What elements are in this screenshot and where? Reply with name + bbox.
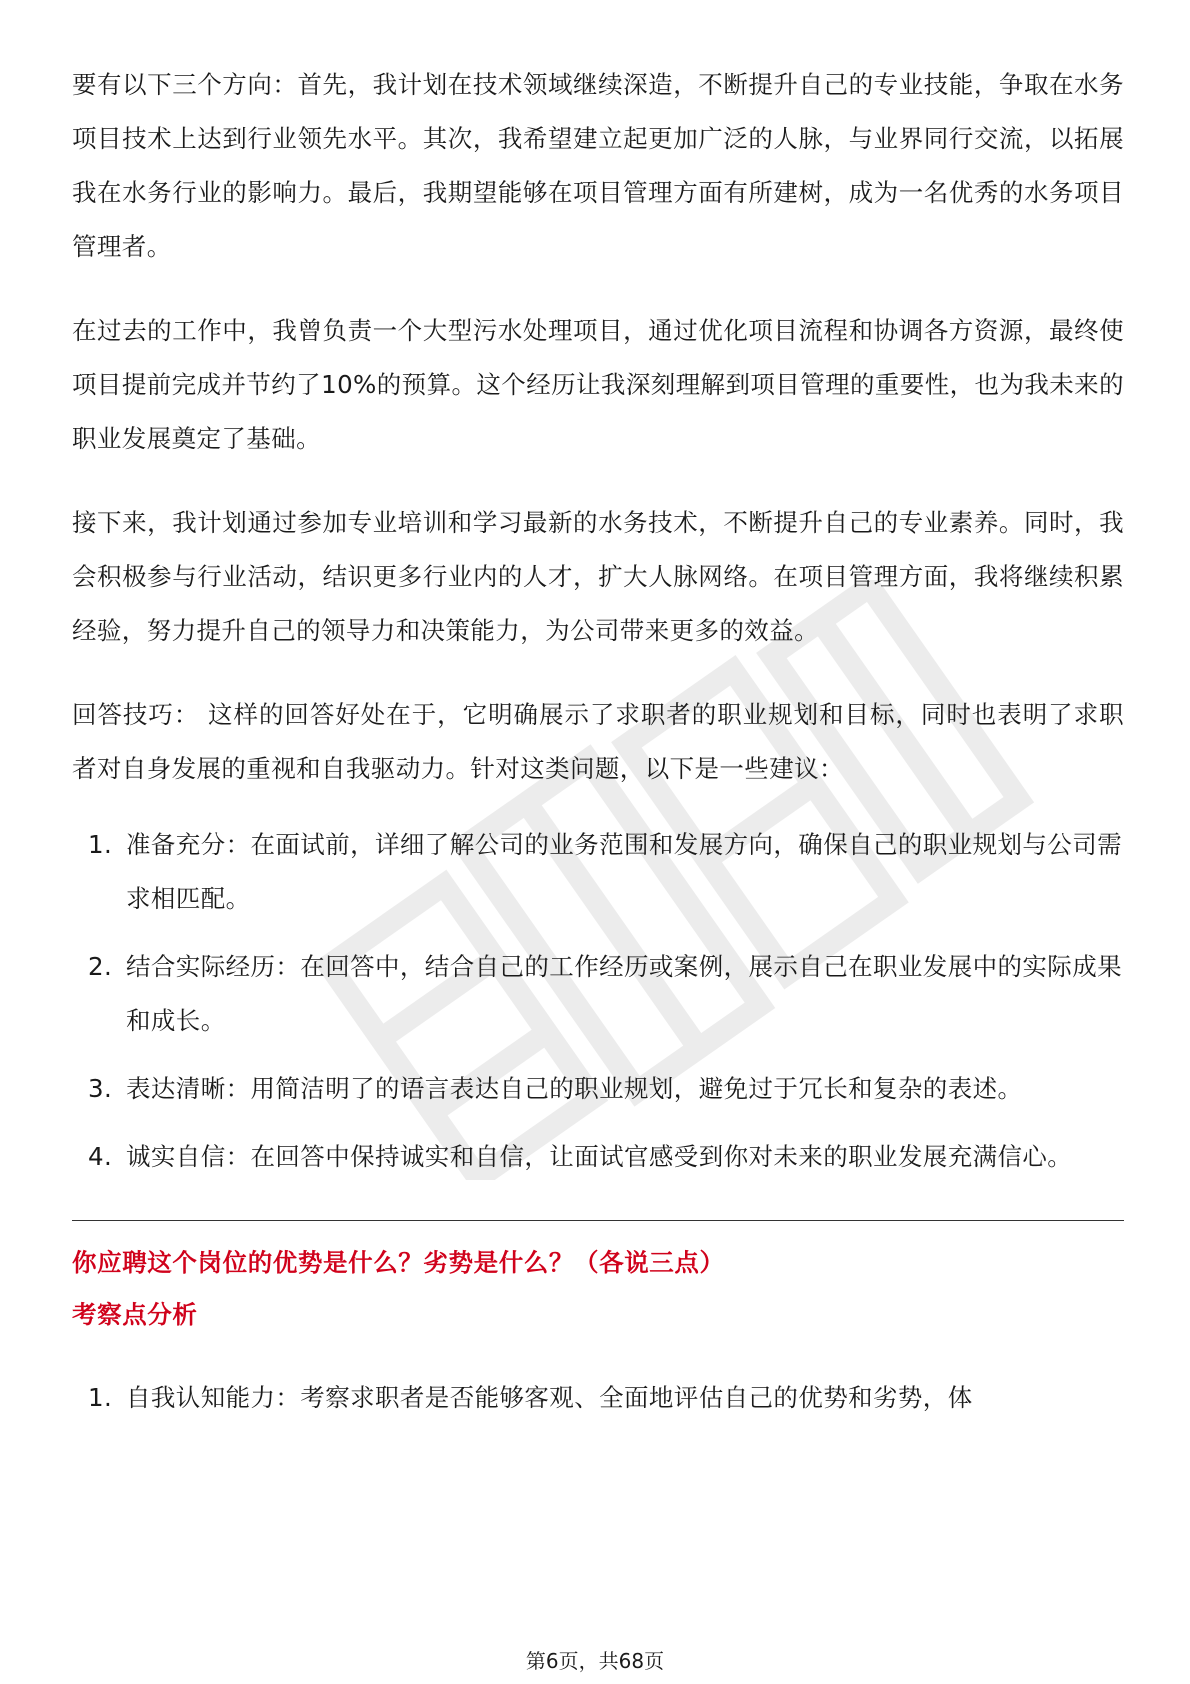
analysis-list <box>72 1371 1124 1425</box>
section-divider <box>72 1220 1124 1221</box>
analysis-heading: 考察点分析 <box>72 1300 198 1329</box>
list-item-text: 结合实际经历：在回答中，结合自己的工作经历或案例，展示自己在职业发展中的实际成果和成长。 <box>126 952 1122 1035</box>
question-title: 你应聘这个岗位的优势是什么？劣势是什么？（各说三点） <box>72 1248 725 1277</box>
list-number: 1. <box>88 1383 113 1412</box>
tips-list <box>72 818 1124 1184</box>
list-number: 3. <box>88 1074 113 1103</box>
page-footer: 第6页，共68页 <box>525 1649 665 1673</box>
list-item-text: 准备充分：在面试前，详细了解公司的业务范围和发展方向，确保自己的职业规划与公司需求相匹配。 <box>126 830 1122 913</box>
paragraph-past-experience: 在过去的工作中，我曾负责一个大型污水处理项目，通过优化项目流程和协调各方资源，最终使项目提前完成并节约了10%的预算。这个经历让我深刻理解到项目管理的重要性，也为我未来的职业发展奠定了基础。 <box>72 316 1124 453</box>
list-item <box>72 1130 1124 1184</box>
list-item <box>72 1062 1124 1116</box>
list-item <box>72 818 1124 926</box>
list-item <box>72 940 1124 1048</box>
list-item-text: 表达清晰：用简洁明了的语言表达自己的职业规划，避免过于冗长和复杂的表述。 <box>126 1074 1023 1103</box>
paragraph-career-directions: 要有以下三个方向：首先，我计划在技术领域继续深造，不断提升自己的专业技能，争取在水务项目技术上达到行业领先水平。其次，我希望建立起更加广泛的人脉，与业界同行交流，以拓展我在水务行业的影响力。最后，我期望能够在项目管理方面有所建树，成为一名优秀的水务项目管理者。 <box>72 70 1124 261</box>
list-number: 2. <box>88 952 113 981</box>
list-item-text: 诚实自信：在回答中保持诚实和自信，让面试官感受到你对未来的职业发展充满信心。 <box>126 1142 1073 1171</box>
list-number: 4. <box>88 1142 113 1171</box>
list-item <box>72 1371 1124 1425</box>
list-number: 1. <box>88 830 113 859</box>
paragraph-answer-tips: 回答技巧： 这样的回答好处在于，它明确展示了求职者的职业规划和目标，同时也表明了求职者对自身发展的重视和自我驱动力。针对这类问题，以下是一些建议： <box>72 700 1124 783</box>
list-item-text: 自我认知能力：考察求职者是否能够客观、全面地评估自己的优势和劣势，体 <box>126 1383 973 1412</box>
paragraph-next-plan: 接下来，我计划通过参加专业培训和学习最新的水务技术，不断提升自己的专业素养。同时，我会积极参与行业活动，结识更多行业内的人才，扩大人脉网络。在项目管理方面，我将继续积累经验，努力提升自己的领导力和决策能力，为公司带来更多的效益。 <box>72 508 1124 645</box>
document-page <box>72 58 1124 1439</box>
